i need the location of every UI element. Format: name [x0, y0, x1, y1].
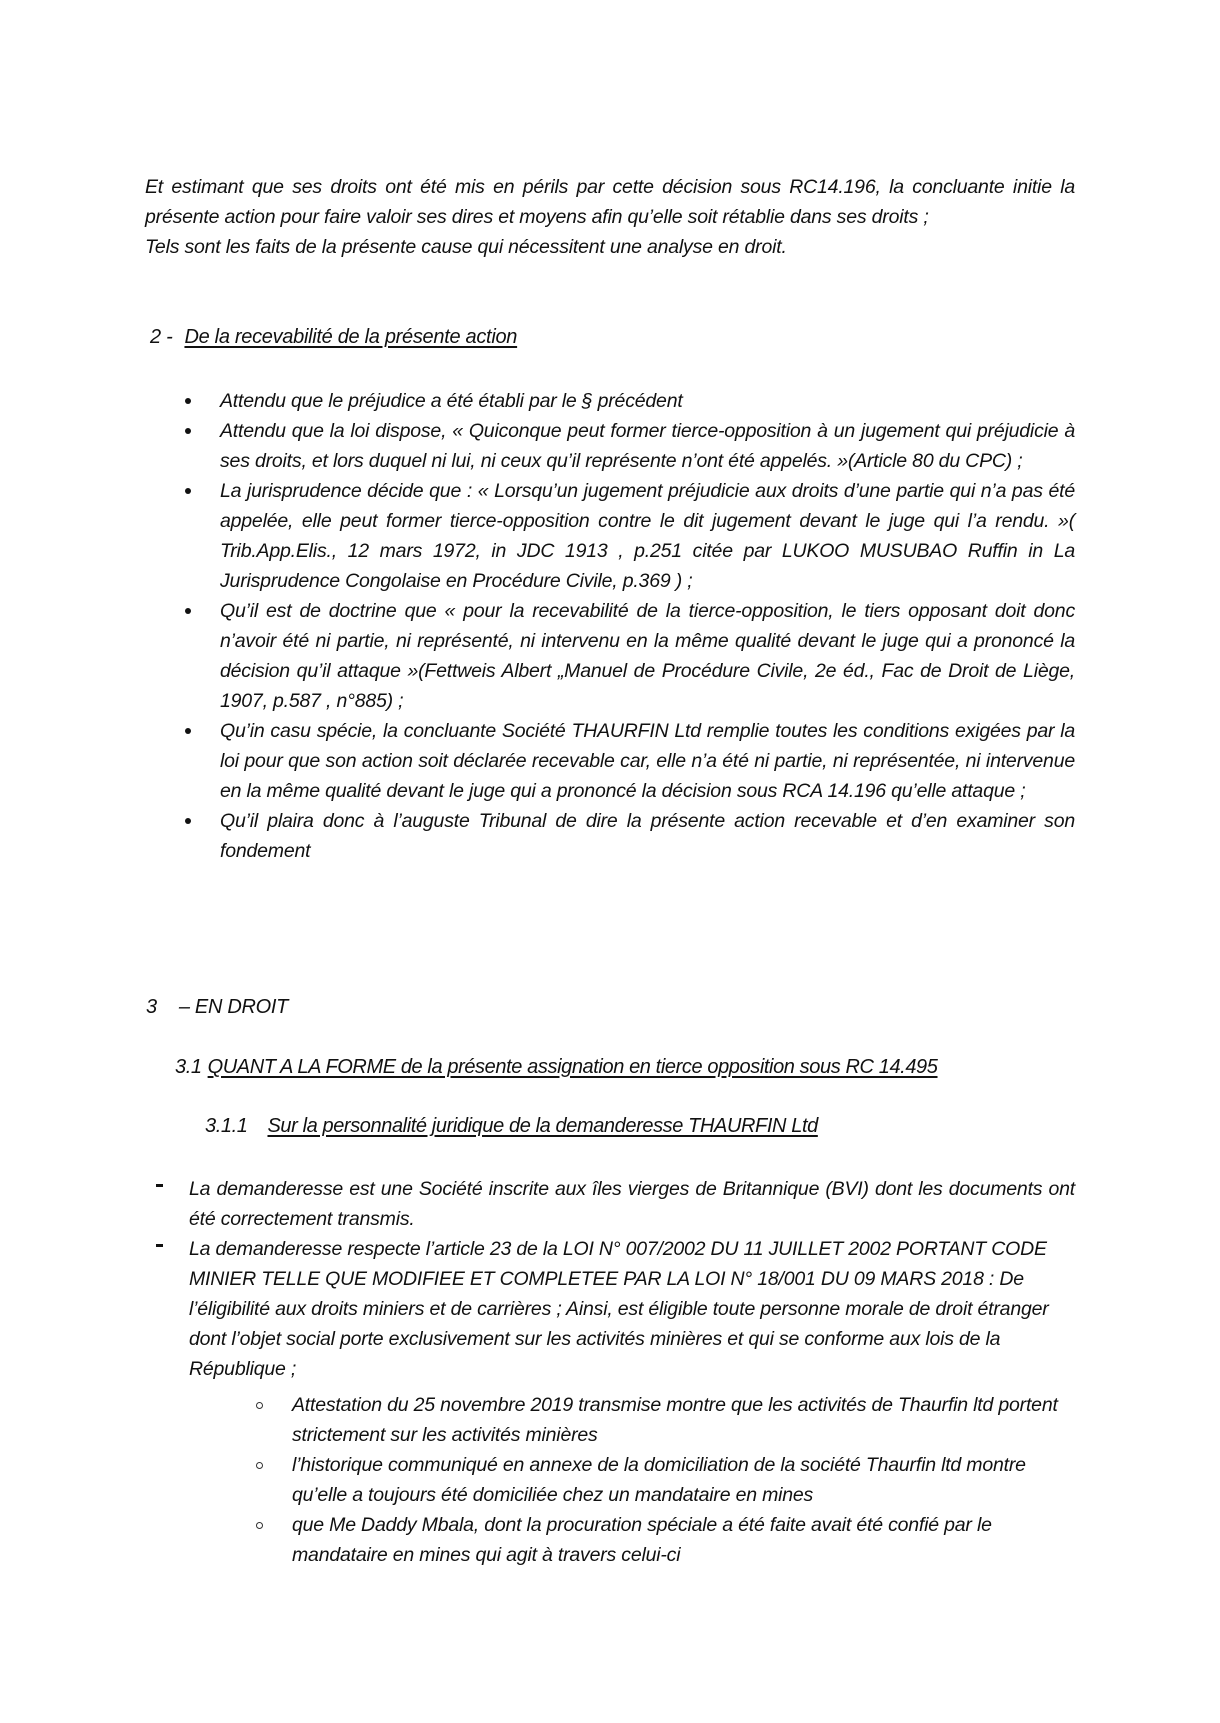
intro-section	[145, 172, 1075, 262]
list-item: La demanderesse est une Société inscrite aux îles vierges de Britannique (BVI) dont les documents ont été correctement transmis.	[150, 1174, 1075, 1234]
section-2-title: De la recevabilité de la présente action	[184, 326, 518, 348]
dash-bullet-icon	[156, 1244, 163, 1247]
list-item: Qu’il plaira donc à l’auguste Tribunal de dire la présente action recevable et d’en examiner son fondement	[180, 806, 1075, 866]
list-item: Qu’in casu spécie, la concluante Société THAURFIN Ltd remplie toutes les conditions exigées par la loi pour que son action soit déclarée recevable car, elle n’a été ni partie, ni représentée, ni intervenue en la même qualité devant le juge qui a prononcé la décision sous RCA 14.196 qu’elle attaque ;	[180, 716, 1075, 806]
list-item: Attestation du 25 novembre 2019 transmise montre que les activités de Thaurfin ltd portent strictement sur les activités minières	[250, 1390, 1080, 1450]
bullet-icon	[185, 428, 191, 434]
dash-bullet-icon	[156, 1184, 163, 1187]
list-item: Qu’il est de doctrine que « pour la recevabilité de la tierce-opposition, le tiers opposant doit donc n’avoir été ni partie, ni représenté, ni intervenu en la même qualité devant le juge qui a prononcé la décision qu’il attaque »(Fettweis Albert „Manuel de Procédure Civile, 2e éd., Fac de Droit de Liège, 1907, p.587 , n°885) ;	[180, 596, 1075, 716]
section-3-number: 3	[146, 996, 157, 1018]
intro-paragraph: Et estimant que ses droits ont été mis en périls par cette décision sous RC14.196, la concluante initie la présente action pour faire valoir ses dires et moyens afin qu’elle soit rétablie dans ses droits ;	[145, 176, 1075, 228]
list-item: Attendu que le préjudice a été établi par le § précédent	[180, 386, 1075, 416]
section-3-1-number: 3.1	[175, 1056, 202, 1078]
list-item: l’historique communiqué en annexe de la domiciliation de la société Thaurfin ltd montre qu’elle a toujours été domiciliée chez un mandataire en mines	[250, 1450, 1080, 1510]
section-3-1-title: QUANT A LA FORME de la présente assignation en tierce opposition sous RC 14.495	[207, 1056, 938, 1078]
list-item: La jurisprudence décide que : « Lorsqu’un jugement préjudicie aux droits d’une partie qui n’a pas été appelée, elle peut former tierce-opposition contre le dit jugement devant le juge qui l’a rendu. »( Trib.App.Elis., 12 mars 1972, in JDC 1913 , p.251 citée par LUKOO MUSUBAO Ruffin in La Jurisprudence Congolaise en Procédure Civile, p.369 ) ;	[180, 476, 1075, 596]
section-3-title: – EN DROIT	[178, 996, 289, 1018]
bullet-icon	[185, 728, 191, 734]
list-item: que Me Daddy Mbala, dont la procuration spéciale a été faite avait été confié par le mandataire en mines qui agit à travers celui-ci	[250, 1510, 1080, 1570]
section-3-1-heading	[175, 1056, 938, 1079]
intro-conclusion: Tels sont les faits de la présente cause qui nécessitent une analyse en droit.	[145, 236, 787, 258]
section-2-number: 2 -	[150, 326, 173, 348]
section-3-dash-list	[150, 1174, 1075, 1384]
bullet-icon	[185, 488, 191, 494]
bullet-icon	[185, 398, 191, 404]
circle-bullet-icon	[256, 1402, 263, 1409]
section-3-1-1-title: Sur la personnalité juridique de la demanderesse THAURFIN Ltd	[267, 1115, 818, 1137]
section-3-1-1-heading	[205, 1115, 818, 1138]
bullet-icon	[185, 608, 191, 614]
bullet-icon	[185, 818, 191, 824]
section-2-bullet-list	[180, 386, 1075, 866]
circle-bullet-icon	[256, 1462, 263, 1469]
section-2-heading	[150, 326, 517, 349]
list-item: La demanderesse respecte l’article 23 de la LOI N° 007/2002 DU 11 JUILLET 2002 PORTANT CODE MINIER TELLE QUE MODIFIEE ET COMPLETEE PAR LA LOI N° 18/001 DU 09 MARS 2018 : De l’éligibilité aux droits miniers et de carrières ; Ainsi, est éligible toute personne morale de droit étranger dont l’objet social porte exclusivement sur les activités minières et qui se conforme aux lois de la République ;	[150, 1234, 1075, 1384]
section-3-1-1-number: 3.1.1	[205, 1115, 248, 1137]
section-3-sub-point-list	[250, 1390, 1080, 1570]
circle-bullet-icon	[256, 1522, 263, 1529]
section-3-heading	[146, 996, 288, 1019]
list-item: Attendu que la loi dispose, « Quiconque peut former tierce-opposition à un jugement qui préjudicie à ses droits, et lors duquel ni lui, ni ceux qu’il représente n’ont été appelés. »(Article 80 du CPC) ;	[180, 416, 1075, 476]
